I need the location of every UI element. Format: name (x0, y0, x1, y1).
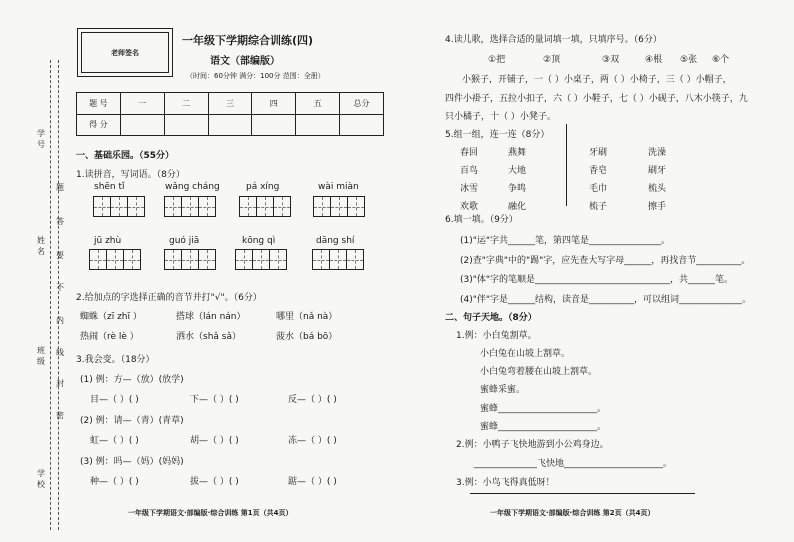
score-cell: 一 (120, 93, 164, 115)
binding-label-class: 班级 (37, 346, 45, 366)
match-item[interactable]: 燕舞 (508, 148, 527, 158)
score-cell: 二 (164, 93, 208, 115)
q2-item[interactable]: 搭球（lán nán） (176, 312, 246, 322)
q3-blank[interactable]: 踮—（ ）( ) (288, 477, 337, 487)
binding-mark: 封 (56, 379, 64, 388)
binding-label-student-id: 学号 (37, 129, 45, 149)
q6-line[interactable]: (1)"运"字共______笔，第四笔是________________。 (460, 236, 671, 246)
q2-item[interactable]: 热闹（rè lè ） (80, 332, 139, 342)
q5-col-d (648, 144, 666, 216)
section2-heading: 二、句子天地。（8分） (445, 313, 537, 323)
writing-grid[interactable] (313, 249, 364, 270)
q3-example: (2) 例：请—（青）(青草) (80, 416, 184, 426)
q4-option: ②顶 (543, 55, 561, 65)
q2-item[interactable]: 菠水（bá bō） (276, 332, 338, 342)
teacher-seal-box (77, 28, 173, 77)
page2-footer: 一年级下学期语文·部编版·综合训练 第2页（共4页） (490, 509, 655, 517)
binding-label-name: 姓名 (37, 236, 45, 256)
binding-mark: 要 (56, 251, 64, 260)
s3-answer-line[interactable] (470, 493, 695, 494)
q6-line[interactable]: (4)"伴"字是______结构，读音是__________，可以组词______________。 (460, 295, 752, 305)
s1-answer[interactable]: 蜜蜂______________________。 (480, 422, 607, 432)
exam-meta: （时间：60分钟 满分：100分 范围：全册） (186, 72, 325, 80)
q4-option: ⑤张 (680, 55, 698, 65)
writing-grid[interactable] (314, 196, 365, 217)
match-item[interactable]: 刷牙 (648, 166, 667, 176)
page-subtitle: 语文（部编版） (210, 56, 280, 67)
q5-col-c (589, 144, 607, 216)
s3-example: 3.例：小鸟飞得真低呀！ (456, 478, 555, 488)
writing-grid[interactable] (94, 196, 145, 217)
score-table (76, 92, 384, 136)
pinyin-label: guó jiā (169, 236, 200, 246)
q3-prompt: 3.我会变。（18分） (76, 355, 155, 365)
score-input[interactable] (296, 114, 340, 136)
s1-example: 1.例：小白兔割草。 (456, 331, 537, 341)
match-item[interactable]: 冰雪 (460, 184, 479, 194)
section1-heading: 一、基础乐园。（55分） (76, 151, 175, 161)
match-item[interactable]: 牙刷 (589, 148, 608, 158)
pinyin-label: dāng shí (316, 236, 355, 246)
q6-line[interactable]: (3)"体"字的笔顺是______________________________，共______笔。 (460, 275, 734, 285)
score-cell: 总分 (340, 93, 384, 115)
s2-answer[interactable]: ______________飞快地______________________。 (474, 459, 673, 469)
match-item[interactable]: 百鸟 (460, 166, 479, 176)
binding-mark: 不 (56, 283, 64, 292)
binding-mark: 线 (56, 348, 64, 357)
q3-blank[interactable]: 反—（ ）( ) (288, 395, 337, 405)
q6-prompt: 6.填一填。（9分） (445, 215, 518, 225)
q3-blank[interactable]: 种—（ ）( ) (90, 477, 139, 487)
page1-footer: 一年级下学期语文·部编版·综合训练 第1页（共4页） (128, 509, 293, 517)
q5-divider (566, 124, 567, 206)
pinyin-label: pá xíng (246, 182, 280, 192)
match-item[interactable]: 擦手 (648, 202, 667, 212)
s1-line: 小白兔弯着腰在山坡上割草。 (480, 367, 598, 377)
s1-answer[interactable]: 蜜蜂______________________。 (480, 404, 607, 414)
q3-blank[interactable]: 拔—（ ）( ) (190, 477, 239, 487)
score-input[interactable] (120, 114, 164, 136)
q3-blank[interactable]: 虹—（ ）( ) (90, 436, 139, 446)
q3-example: (1) 例：方—（放）(放学) (80, 375, 184, 385)
binding-mark: 答 (56, 217, 64, 226)
score-cell: 得 分 (77, 114, 121, 136)
s1-line: 蜜蜂采蜜。 (480, 385, 526, 395)
match-item[interactable]: 梳子 (589, 202, 608, 212)
score-input[interactable] (164, 114, 208, 136)
binding-label-school: 学校 (37, 469, 45, 489)
pinyin-label: shēn tǐ (94, 182, 125, 192)
score-cell: 五 (296, 93, 340, 115)
writing-grid[interactable] (165, 249, 216, 270)
match-item[interactable]: 毛巾 (589, 184, 608, 194)
score-input[interactable] (208, 114, 252, 136)
binding-line-outer (50, 60, 51, 530)
q4-option: ①把 (488, 55, 506, 65)
writing-grid[interactable] (240, 196, 291, 217)
q1-prompt: 1.读拼音，写词语。（8分） (76, 170, 185, 180)
q4-text-line[interactable]: 四件小褂子，五拉小扣子，六（ ）小鞋子，七（ ）小砚子，八木小筷子，九 (445, 94, 748, 104)
q5-col-a (460, 144, 478, 216)
pinyin-label: kōng qì (242, 236, 276, 246)
score-value-row (77, 114, 384, 136)
pinyin-label: wài miàn (318, 182, 359, 192)
score-input[interactable] (252, 114, 296, 136)
match-item[interactable]: 洗澡 (648, 148, 667, 158)
score-input[interactable] (340, 114, 384, 136)
q4-option: ⑥个 (712, 55, 730, 65)
writing-grid[interactable] (90, 249, 141, 270)
q4-text-line[interactable]: 只小橘子，十（ ）小凳子。 (445, 112, 556, 122)
q4-option: ④根 (645, 55, 663, 65)
writing-grid[interactable] (165, 196, 216, 217)
q3-example: (3) 例：吗—（妈）(妈妈) (80, 457, 184, 467)
seal-label: 老师签名 (111, 48, 139, 57)
score-cell: 题 号 (77, 93, 121, 115)
q5-prompt: 5.组一组，连一连（8分） (445, 130, 550, 140)
q3-blank[interactable]: 目—（ ）( ) (90, 395, 139, 405)
match-item[interactable]: 梳头 (648, 184, 667, 194)
binding-mark: 密 (56, 411, 64, 420)
q3-blank[interactable]: 胡—（ ）( ) (190, 436, 239, 446)
match-item[interactable]: 欢歌 (460, 202, 479, 212)
score-cell: 三 (208, 93, 252, 115)
q6-line[interactable]: (2)查"字典"中的"踢"字，应先查大写字母______，再找音节__________。 (460, 256, 751, 266)
match-item[interactable]: 融化 (508, 202, 527, 212)
q4-option: ③双 (602, 55, 620, 65)
q4-prompt: 4.读儿歌，选择合适的量词填一填，只填序号。（6分） (445, 35, 662, 45)
binding-mark: 题 (56, 183, 64, 192)
binding-mark: 内 (56, 316, 64, 325)
match-item[interactable]: 春回 (460, 148, 479, 158)
match-item[interactable]: 香皂 (589, 166, 608, 176)
page-title: 一年级下学期综合训练(四) (182, 34, 314, 47)
q2-prompt: 2.给加点的字选择正确的音节并打"√"。（6分） (76, 293, 262, 303)
q2-item[interactable]: 蜘蛛（zī zhī ） (80, 312, 142, 322)
pinyin-label: wǎng cháng (165, 182, 220, 192)
q5-col-b (508, 144, 526, 216)
binding-line-inner (58, 60, 59, 530)
q4-text-line[interactable]: 小猴子，开铺子，一（ ）小桌子，两（ ）小椅子，三（ ）小帽子， (462, 75, 732, 85)
match-item[interactable]: 争鸣 (508, 184, 527, 194)
score-header-row (77, 93, 384, 115)
pinyin-label: jū zhù (94, 236, 122, 246)
q2-item[interactable]: 哪里（nǎ nà） (276, 312, 338, 322)
q3-blank[interactable]: 冻—（ ）( ) (288, 436, 337, 446)
writing-grid[interactable] (236, 249, 287, 270)
match-item[interactable]: 大地 (508, 166, 527, 176)
score-cell: 四 (252, 93, 296, 115)
q3-blank[interactable]: 下—（ ）( ) (190, 395, 239, 405)
q2-item[interactable]: 洒水（shǎ sǎ） (176, 332, 241, 342)
s2-example: 2.例：小鸭子飞快地游到小公鸡身边。 (456, 440, 609, 450)
s1-line: 小白兔在山坡上割草。 (480, 349, 571, 359)
